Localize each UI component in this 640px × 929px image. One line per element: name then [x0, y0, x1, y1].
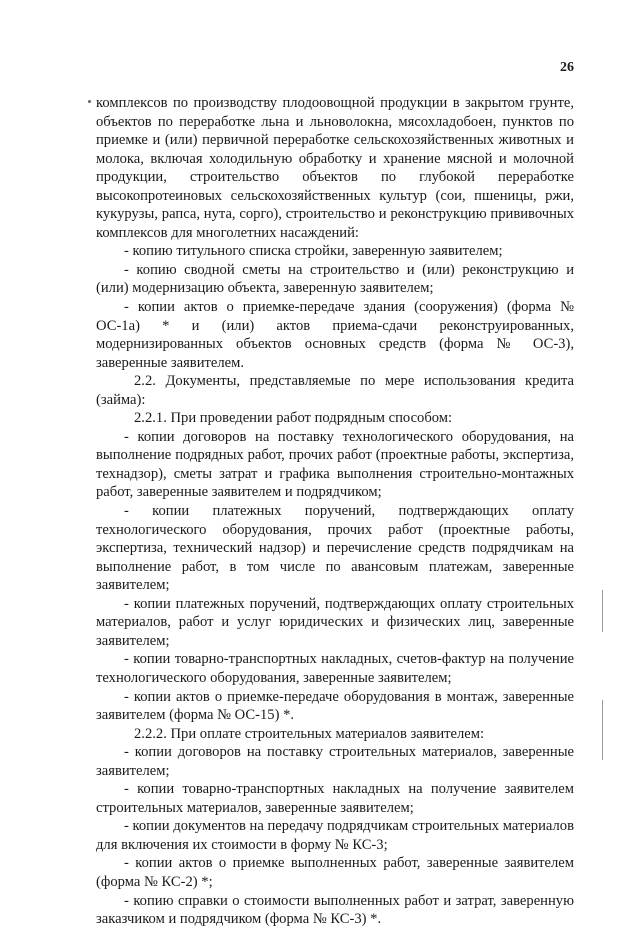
list-item: - копии документов на передачу подрядчикам строительных материалов для включения их стоимости в форму № КС-3; — [96, 818, 574, 853]
list-item: - копии платежных поручений, подтверждающих оплату строительных материалов, работ и услуг юридических и физических лиц, заверенные заявителем; — [96, 595, 574, 649]
list-item: - копии актов о приемке-передаче здания (сооружения) (форма № ОС-1а) * и (или) актов приема-сдачи реконструированных, модернизированных объектов основных средств (форма № ОС-3), заверенные заявителем. — [96, 299, 574, 371]
subsection-heading: 2.2.1. При проведении работ подрядным способом: — [134, 410, 453, 427]
list-item: - копии договоров на поставку строительных материалов, заверенные заявителем; — [96, 744, 574, 779]
page-number: 26 — [560, 60, 574, 75]
subsection-heading: 2.2.2. При оплате строительных материалов заявителем: — [134, 725, 485, 742]
scan-edge-mark — [602, 700, 603, 760]
document-body — [96, 94, 574, 929]
list-item: - копии платежных поручений, подтверждающих оплату технологического оборудования, прочих работ (проектные работы, экспертиза, технический надзор) и перечисление средств подрядчикам на выполнение работ, в том числе по авансовым платежам, заверенные заявителем; — [96, 503, 574, 594]
list-item: - копию сводной сметы на строительство и (или) реконструкцию и (или) модернизацию объекта, заверенную заявителем; — [96, 261, 574, 297]
section-heading: 2.2. Документы, представляемые по мере использования кредита (займа): — [96, 373, 574, 408]
list-item: - копию титульного списка стройки, заверенную заявителем; — [124, 243, 503, 260]
paragraph: комплексов по производству плодоовощной продукции в закрытом грунте, объектов по переработке льна и льноволокна, мясохладобоен, пунктов по приемке и (или) первичной переработке сельскохозяйственных животных и молока, включая холодильную обработку и хранение мясной и молочной продукции, строительство объектов по глубокой переработке высокопротеиновых сельскохозяйственных культур (сои, пшеницы, ржи, кукурузы, рапса, нута, сорго), строительство и реконструкцию прививочных комплексов для многолетних насаждений: — [96, 95, 574, 241]
list-item: - копии договоров на поставку технологического оборудования, на выполнение подрядных работ, прочих работ (проектные работы, экспертиза, технадзор), сметы затрат и графика выполнения строительно-монтажных работ, заверенные заявителем и подрядчиком; — [96, 428, 574, 501]
list-item: - копию справки о стоимости выполненных работ и затрат, заверенную заказчиком и подрядчиком (форма № КС-3) *. — [96, 892, 574, 928]
scan-edge-mark — [602, 590, 603, 632]
list-item: - копии актов о приемке-передаче оборудования в монтаж, заверенные заявителем (форма № ОС-15) *. — [96, 688, 574, 724]
list-item: - копии актов о приемке выполненных работ, заверенные заявителем (форма № КС-2) *; — [96, 855, 574, 890]
scan-dot — [88, 100, 91, 103]
list-item: - копии товарно-транспортных накладных на получение заявителем строительных материалов, заверенные заявителем; — [96, 781, 574, 816]
list-item: - копии товарно-транспортных накладных, счетов-фактур на получение технологического оборудования, заверенные заявителем; — [96, 651, 574, 686]
